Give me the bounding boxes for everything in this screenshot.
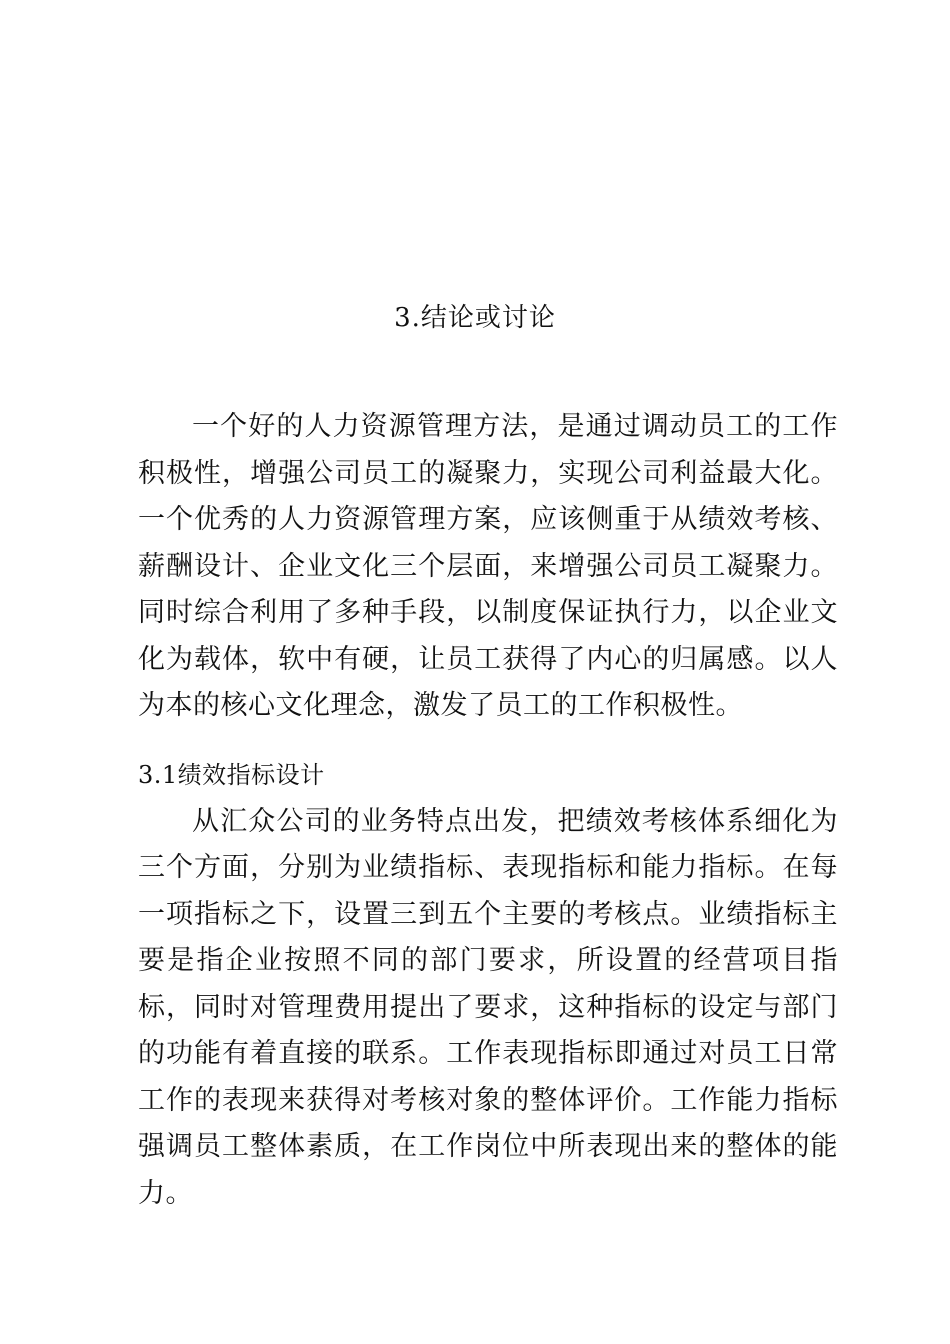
paragraph-conclusion: 一个好的人力资源管理方法，是通过调动员工的工作积极性，增强公司员工的凝聚力，实现公司利益最大化。一个优秀的人力资源管理方案，应该侧重于从绩效考核、薪酬设计、企业文化三个层面，来增强公司员工凝聚力。同时综合利用了多种手段，以制度保证执行力，以企业文化为载体，软中有硬，让员工获得了内心的归属感。以人为本的核心文化理念，激发了员工的工作积极性。 — [138, 411, 838, 721]
subsection-body — [138, 752, 838, 1217]
paragraph-performance-indicators: 从汇众公司的业务特点出发，把绩效考核体系细化为三个方面，分别为业绩指标、表现指标和能力指标。在每一项指标之下，设置三到五个主要的考核点。业绩指标主要是指企业按照不同的部门要求，所设置的经营项目指标，同时对管理费用提出了要求，这种指标的设定与部门的功能有着直接的联系。工作表现指标即通过对员工日常工作的表现来获得对考核对象的整体评价。工作能力指标强调员工整体素质，在工作岗位中所表现出来的整体的能力。 — [138, 805, 838, 1209]
section-title: 3.结论或讨论 — [394, 303, 556, 333]
conclusion-body — [138, 404, 838, 730]
subsection-title: 3.1绩效指标设计 — [138, 761, 325, 789]
